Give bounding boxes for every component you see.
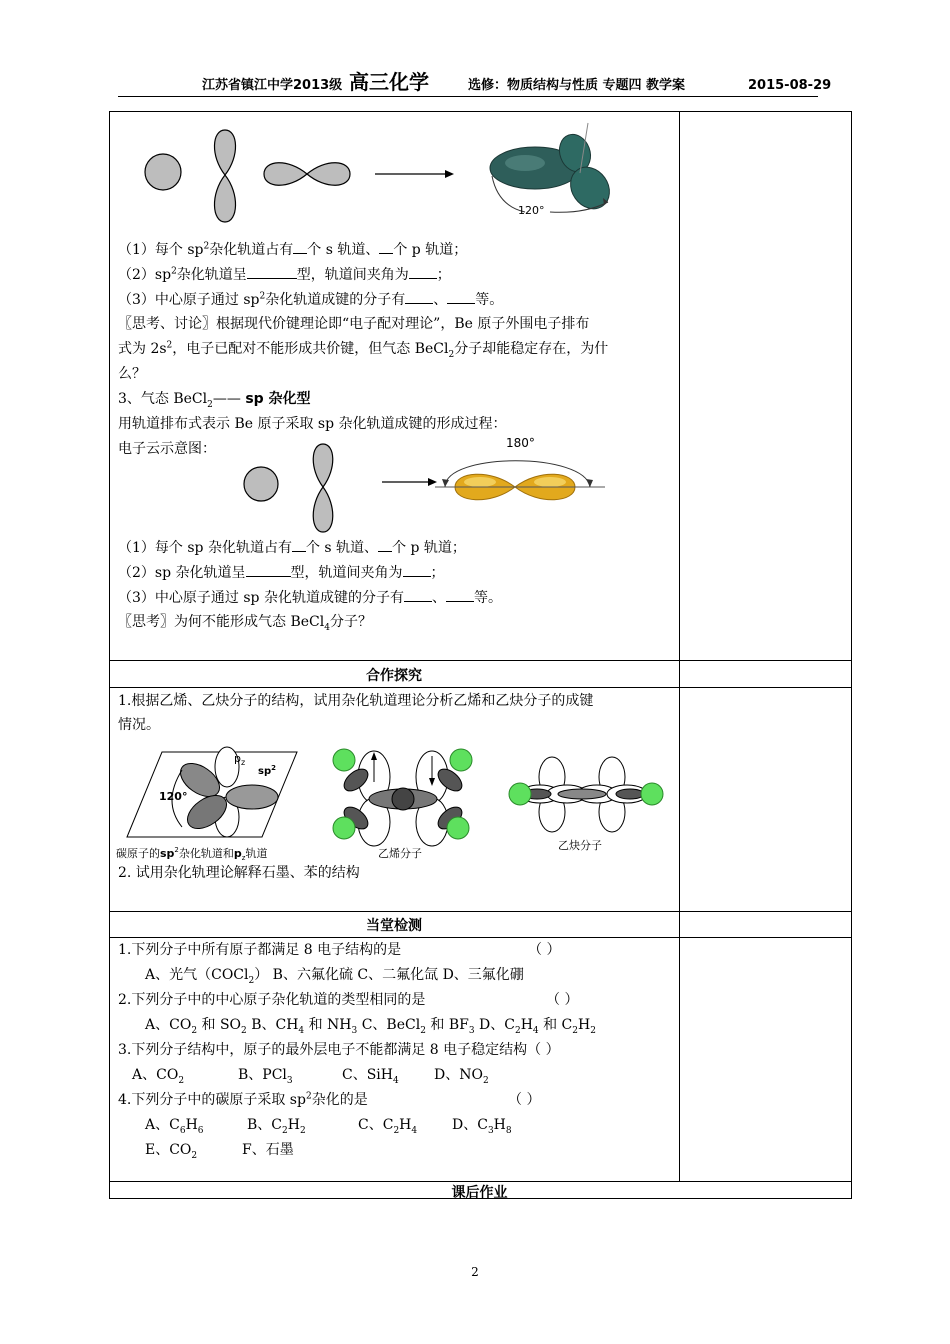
sp-angle-label: 180° (506, 436, 535, 450)
sp-cloud-label: 电子云示意图： (118, 441, 216, 457)
sp-question-1: （1）每个 sp 杂化轨道占有 个 s 轨道、 个 p 轨道； (118, 540, 466, 556)
page-header (118, 70, 832, 97)
quiz-question-4: 4.下列分子中的碳原子采取 $sp^2$杂化的是 （ ） (118, 1091, 541, 1108)
hydrogen-atom-icon (333, 817, 355, 839)
ethylene-acetylene-figures (112, 742, 677, 867)
svg-text:乙炔分子: 乙炔分子 (558, 839, 602, 852)
sp2-discussion-line-3: 么？ (118, 366, 146, 382)
row-divider (109, 687, 851, 688)
quiz-question-4-options-2: E、$CO_2$ F、石墨 (145, 1142, 294, 1161)
subject-title: 高三化学 (349, 70, 429, 94)
quiz-question-3-options: A、$CO_2$ B、PCl$_3$ C、SiH$_4$ D、$NO_2$ (132, 1067, 489, 1086)
p-orbital-horizontal-icon (264, 163, 350, 186)
explore-title: 合作探究 (366, 668, 422, 684)
sp2-hybrid-orbitals-icon (490, 123, 617, 217)
explore-question-2: 2. 试用杂化轨理论解释石墨、苯的结构 (118, 865, 360, 881)
row-divider (109, 937, 851, 938)
sp-question-3: （3）中心原子通过 sp 杂化轨道成键的分子有 、 等。 (118, 590, 502, 606)
quiz-question-2: 2.下列分子中的中心原子杂化轨道的类型相同的是 （ ） (118, 992, 579, 1008)
page-number: 2 (471, 1265, 479, 1279)
sp2-discussion-line-2: 式为 $2s^2$，电子已配对不能形成共价键，但气态 BeCl$_2$分子却能稳定存在，为什 (118, 340, 609, 360)
sp2-cloud-diagram (130, 118, 630, 228)
row-divider (109, 911, 851, 912)
homework-title: 课后作业 (451, 1185, 508, 1201)
sp2-question-1: （1）每个 $sp^2$杂化轨道占有 个 s 轨道、 个 p 轨道； (118, 241, 468, 258)
explore-question-1a: 1.根据乙烯、乙炔分子的结构，试用杂化轨道理论分析乙烯和乙炔分子的成键 (118, 693, 594, 709)
sp-think: 〖思考〗为何不能形成气态 BeCl$_4$分子？ (118, 614, 372, 633)
school-name: 江苏省镇江中学2013级 (202, 78, 343, 93)
quiz-title: 当堂检测 (366, 918, 422, 934)
acetylene-figure (509, 757, 663, 852)
svg-text:120°: 120° (159, 790, 188, 803)
carbon-sp2-pz-orbital-figure (116, 747, 297, 862)
svg-text:sp2: $sp^2$ (258, 764, 276, 777)
ethylene-figure (333, 749, 472, 860)
hydrogen-atom-icon (447, 817, 469, 839)
s-orbital-icon (145, 154, 181, 190)
notes-column-divider (679, 111, 680, 1182)
sp-description: 用轨道排布式表示 Be 原子采取 sp 杂化轨道成键的形成过程： (118, 416, 507, 432)
quiz-question-3: 3.下列分子结构中，原子的最外层电子不能都满足 8 电子稳定结构（ ） (118, 1042, 560, 1058)
sp-heading: 3、气态 BeCl$_2$—— sp 杂化型 (118, 391, 311, 410)
sp2-discussion-line-1: 〖思考、讨论〗根据现代价键理论即“电子配对理论”，Be 原子外围电子排布 (118, 316, 590, 332)
p-orbital-icon (214, 130, 235, 222)
sp2-angle-label: 120° (518, 204, 545, 217)
svg-text:乙烯分子: 乙烯分子 (378, 847, 422, 860)
sp2-question-2: $(2)sp^2$杂化轨道呈 型，轨道间夹角为 ； (118, 266, 451, 283)
row-divider (109, 660, 851, 661)
topic-title: 选修：物质结构与性质 专题四 教学案 (468, 78, 686, 93)
sp2-question-3: （3）中心原子通过 $sp^2$杂化轨道成键的分子有 、 等。 (118, 291, 504, 308)
header-date: 2015-08-29 (748, 78, 832, 93)
hydrogen-atom-icon (333, 749, 355, 771)
hydrogen-atom-icon (641, 783, 663, 805)
quiz-question-1-options: A、光气（COCl$_2$） B、六氟化硫 C、二氟化氙 D、三氟化硼 (145, 967, 524, 986)
svg-text:碳原子的sp2杂化轨道和pz轨道: 碳原子的$sp^2$杂化轨道和$p_z$轨道 (116, 846, 268, 862)
sp-question-2: （2）sp 杂化轨道呈 型，轨道间夹角为 ； (118, 565, 445, 581)
hydrogen-atom-icon (509, 783, 531, 805)
svg-text:pz: $p_z$ (234, 752, 246, 767)
sp-cloud-diagram (230, 432, 630, 537)
quiz-question-4-options-1: A、$C_6H_6$ B、$C_2H_2$ C、$C_2H_4$ D、$C_3H_8$ (145, 1117, 512, 1136)
explore-question-1b: 情况。 (118, 717, 160, 733)
p-orbital-icon (313, 444, 333, 532)
quiz-question-1: 1.下列分子中所有原子都满足 8 电子结构的是 （ ） (118, 942, 561, 958)
sp-hybrid-orbitals-icon (435, 436, 605, 500)
quiz-question-2-options: A、$CO_2$ 和 $SO_2$ B、$CH_4$ 和 $NH_3$ C、BeCl$_2$ 和 $BF_3$ D、$C_2H_4$ 和 $C_2H_2$ (145, 1017, 596, 1036)
hydrogen-atom-icon (450, 749, 472, 771)
s-orbital-icon (244, 467, 278, 501)
